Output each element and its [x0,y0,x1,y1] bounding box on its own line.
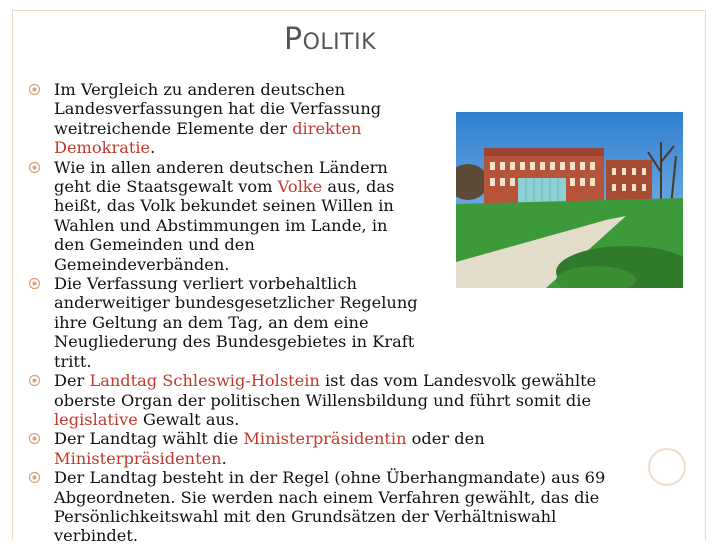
bullet-text: Der [54,371,90,391]
bullet-text: Wie in allen anderen deutschen Ländern [54,157,388,177]
bullet-text: Abgeordneten. Sie werden nach einem Verfahren gewählt, das die [54,487,600,507]
bullet-text: Im Vergleich zu anderen deutschen [54,80,346,99]
bullet-text: ihre Geltung an dem Tag, an dem eine [54,312,369,332]
bullet-text: oberste Organ der politischen Willensbildung und führt somit die [54,390,592,410]
bullet-item [0,371,700,429]
bullet-item [0,80,700,158]
highlighted-term: direkten [292,118,362,138]
bullet-item [0,158,700,274]
bullet-text: Die Verfassung verliert vorbehaltlich [54,274,357,294]
bullet-icon [28,432,41,445]
bullet-text: Gemeindeverbänden. [54,254,230,274]
slide-title: POLITIK [283,22,376,57]
bullet-item [0,274,700,371]
highlighted-term: legislative [54,409,138,429]
bullet-icon [28,471,41,484]
bullet-text: aus, das [322,177,395,197]
bullet-item [0,429,700,468]
bullet-text: ist das vom Landesvolk gewählte [319,371,597,391]
bullet-text: weitreichende Elemente der [54,118,293,138]
bullet-text: Der Landtag besteht in der Regel (ohne Überhangmandate) aus 69 [54,468,606,488]
bullet-text: anderweitiger bundesgesetzlicher Regelung [54,293,418,313]
bullet-icon [28,374,41,387]
highlighted-term: Volke [277,177,323,197]
bullet-text: oder den [406,429,485,449]
bullet-text: . [221,448,227,468]
slide-number-badge [648,448,686,486]
bullet-text: den Gemeinden und den [54,235,255,255]
bullet-text: Wahlen und Abstimmungen im Lande, in [54,215,388,235]
bullet-icon [28,83,41,96]
bullet-text: Gewalt aus. [137,409,240,429]
bullet-text: Persönlichkeitswahl mit den Grundsätzen der Verhältniswahl [54,506,557,526]
bullet-text: verbindet. [54,526,139,546]
highlighted-term: Demokratie [54,138,151,158]
bullet-text: heißt, das Volk bekundet seinen Willen in [54,196,394,216]
highlighted-term: Ministerpräsidentin [243,429,407,449]
bullet-icon [28,161,41,174]
highlighted-term: Landtag Schleswig-Holstein [89,371,320,391]
bullet-text: Der Landtag wählt die [54,429,244,449]
bullet-text: Neugliederung des Bundesgebietes in Kraft [54,332,415,352]
highlighted-term: Ministerpräsidenten [54,448,222,468]
bullet-icon [28,277,41,290]
bullet-text: geht die Staatsgewalt vom [54,177,278,197]
bullet-list [0,80,700,546]
bullet-text: tritt. [54,351,92,371]
bullet-text: . [150,138,156,158]
bullet-text: Landesverfassungen hat die Verfassung [54,99,382,119]
bullet-item [0,468,700,546]
